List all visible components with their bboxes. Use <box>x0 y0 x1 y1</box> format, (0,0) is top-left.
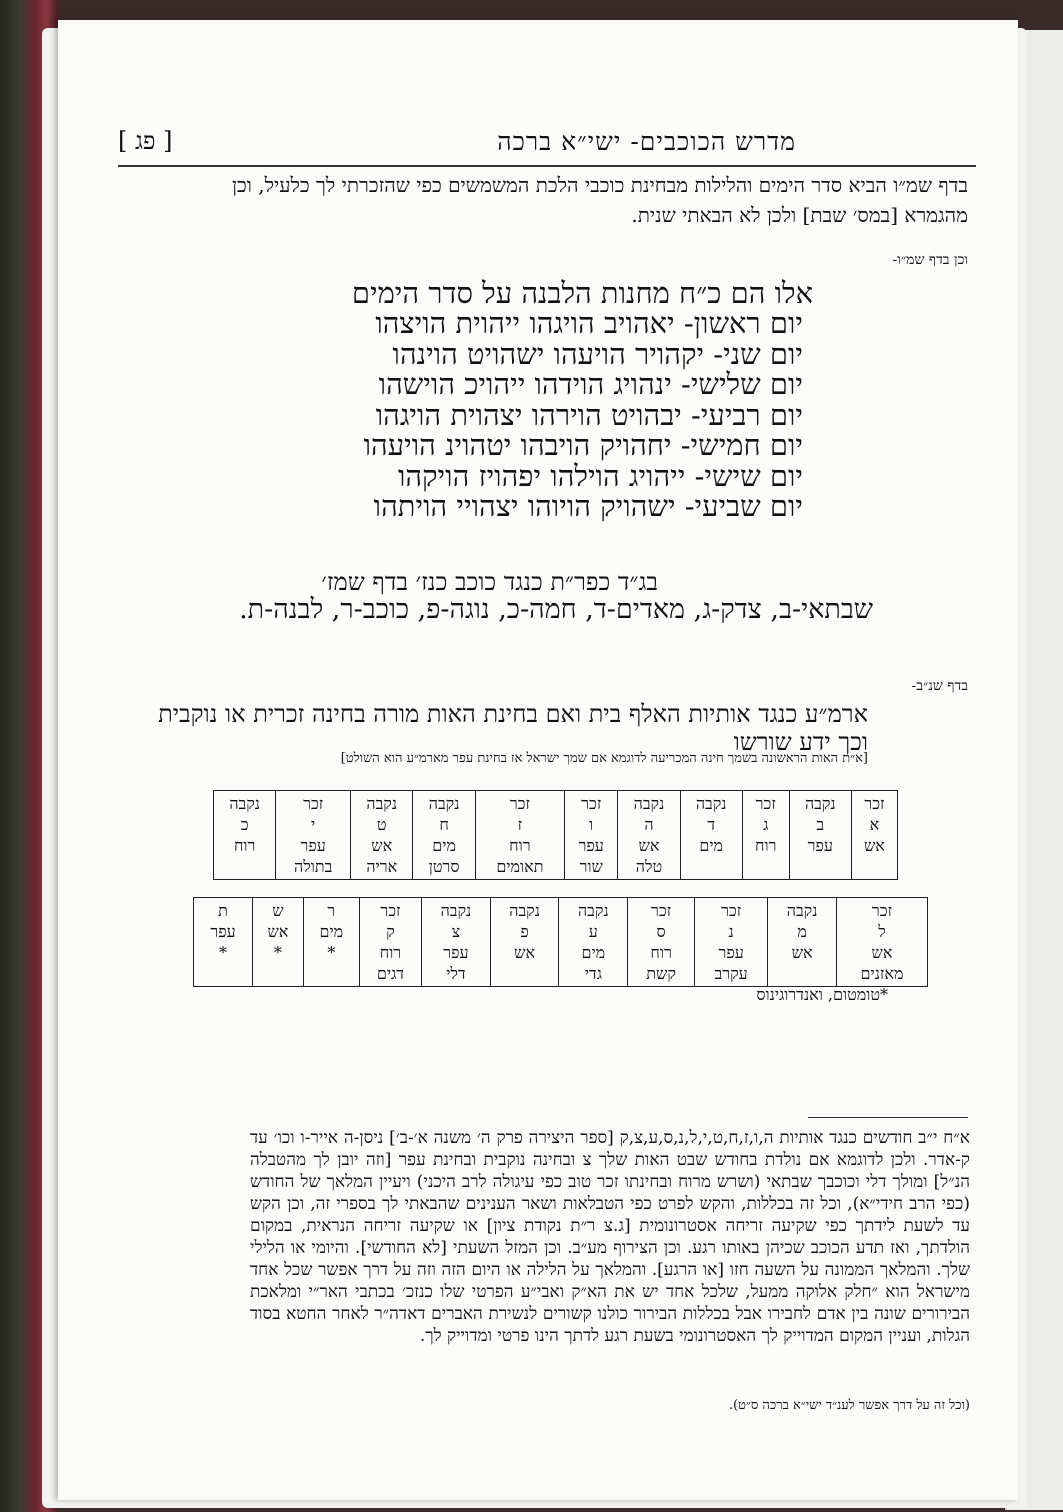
cell-line: ב <box>816 815 825 834</box>
cell-line: דלי <box>446 964 466 983</box>
cell-line: נקבה <box>509 901 540 920</box>
table-cell <box>789 791 851 880</box>
cell-line: נ <box>728 922 734 941</box>
cell-line: סרטן <box>428 857 460 876</box>
cell-line: טלה <box>635 857 663 876</box>
cell-line: * <box>218 943 227 962</box>
cell-line: גדי <box>584 964 602 983</box>
cell-line: אש <box>863 836 885 855</box>
cell-line: מים <box>319 922 344 941</box>
cell-line: מים <box>432 836 456 855</box>
cell-line: מים <box>581 943 606 962</box>
footnote-text: א״ח י״ב חודשים כנגד אותיות ה,ו,ז,ח,ט,י,ל,נ,ס,ע,צ,ק [ספר היצירה פרק ה׳ משנה א׳-ב׳] ניסן-ה אייר-ו וכו׳ עד ק-אדר. ולכן לדוגמא אם נולדת בחודש שבט האות שלך צ ובחינה נוקבית ובחינת עפר [וזה יובן לך מהטבלה הנ״ל] ומולך דלי וכוכבך שבתאי (ושרש מרוח ובחינתו זכר טוב כפי עיגולה לרב היכני) ויעיין המלאך של החודש (כפי הרב חידי״א), וכל זה בכללות, והקש לפרט כפי הטבלאות ושאר הענינים שהבאתי לך בספרי זה, וכן הקש עד לשעת לידתך כפי שקיעה זריחה אסטרונומית [ג.צ ר״ת נקודת ציון] או שקיעה זריחה הנראית, במקום הולדתך, ואז תדע הכוכב שכיהן באותו רגע. וכן הצירוף מע״ב. וכן המזל השעתי [לא החודשי]. והיומי או הלילי שלך. והמלאך הממונה על השעה חזו [או הרגע]. והמלאך על הלילה או היום הזה וזה על דרך אפשר שכל אחד מישראל הוא ״חלק אלוקה ממעל, שלכל אחד יש את הא״ק ואבי״ע הפרטי שלו כנזכ׳ בכתבי האר״י ומלאכת הבירורים שונה בין אדם לחבירו אבל בכללות הבירור כולנו קשורים לנשירת האברים דאדה״ר לאחר החטא בסוד הגלות, ועניין המקום המדוייק לך האסטרונומי בשעת רגע לדתך הינו פרטי ומדוייק לך. <box>250 1128 970 1346</box>
table-cell <box>628 898 695 987</box>
cell-line: נקבה <box>804 794 836 813</box>
cell-line: כ <box>240 815 249 834</box>
cell-line: עפר <box>578 836 604 855</box>
day-line: יום שני- יקהויר הויעהו ישהויט הוינהו <box>392 336 803 371</box>
cell-line: ז <box>517 815 523 834</box>
cell-line: זכר <box>509 794 530 813</box>
planets-line: שבתאי-ב, צדק-ג, מאדים-ד, חמה-כ, נוגה-פ, כוכב-ר, לבנה-ת. <box>239 594 873 625</box>
cell-line: נקבה <box>366 794 398 813</box>
table-cell <box>836 898 927 987</box>
letters-table-2 <box>193 897 928 987</box>
table-row <box>214 791 898 880</box>
table-cell <box>422 898 491 987</box>
book-page <box>58 20 1018 1500</box>
table-cell <box>565 791 618 880</box>
day-line: יום שלישי- ינהויג הוידהו ייהויכ הוישהו <box>378 367 803 401</box>
section3-label: בדף שנ״ב- <box>911 678 968 694</box>
running-title: מדרש הכוכבים- ישי״א ברכה <box>497 127 796 156</box>
section1-label: וכן בדף שמ״ו- <box>892 252 968 268</box>
cell-line: אש <box>871 943 893 962</box>
day-line: יום רביעי- יבהויט הוירהו יצהוית הויגהו <box>375 397 803 432</box>
cell-line: רוח <box>233 836 256 855</box>
cell-line: * <box>327 943 336 962</box>
letters-note: [א״ת האות הראשונה בשמך חינה המכריעה לדוגמא אם שמך ישראל אז בחינת עפר מארמ״ע הוא השולט] <box>340 751 868 766</box>
cell-line: נקבה <box>695 794 727 813</box>
cell-line: זכר <box>755 794 776 813</box>
mansions-title: אלו הם כ״ח מחנות הלבנה על סדר הימים <box>351 276 813 310</box>
cell-line: רוח <box>379 943 402 962</box>
cell-line: רוח <box>650 943 672 962</box>
cell-line: ע <box>588 922 598 941</box>
page-header <box>118 125 976 167</box>
cell-line: עפר <box>210 922 236 941</box>
cell-line: אש <box>791 943 813 962</box>
planets-title: בג״ד כפר״ת כנגד כוכב כנז׳ בדף שמז׳ <box>321 568 658 596</box>
cell-line: עפר <box>443 943 469 962</box>
cell-line: ש <box>272 901 284 920</box>
cell-line: עקרב <box>714 964 748 983</box>
cell-line: עפר <box>718 943 744 962</box>
cell-line: נקבה <box>633 794 665 813</box>
cell-line: זכר <box>581 794 602 813</box>
cell-line: עפר <box>807 836 833 855</box>
cell-line: ט <box>376 815 387 834</box>
cell-line: א <box>869 815 880 834</box>
cell-line: אש <box>371 836 393 855</box>
table-cell <box>768 898 837 987</box>
table-cell <box>680 791 742 880</box>
letters-table-1 <box>213 790 898 880</box>
letters-paragraph: ארמ״ע כנגד אותיות האלף בית ואם בחינת האות מורה בחינה זכרית או נוקבית וכך ידע שורשו <box>158 700 868 756</box>
cell-line: ה <box>644 815 654 834</box>
cell-line: י <box>311 815 316 834</box>
table-cell <box>303 898 359 987</box>
cell-line: נקבה <box>577 901 609 920</box>
cell-line: ר <box>327 901 336 920</box>
cell-line: זכר <box>380 901 401 920</box>
cell-line: * <box>273 943 282 962</box>
page-number: [ פג ] <box>118 127 173 155</box>
cell-line: דגים <box>376 964 404 983</box>
day-line: יום ראשון- יאהויב הויגהו ייהוית הויצהו <box>375 306 803 340</box>
cell-line: נקבה <box>428 794 460 813</box>
day-line: יום שישי- ייהויג הוילהו יפהויז הויקהו <box>397 458 803 493</box>
days-list <box>364 308 803 522</box>
cell-line: עפר <box>300 836 326 855</box>
cell-line: שור <box>579 857 603 876</box>
cell-line: רוח <box>755 836 777 855</box>
table-cell <box>695 898 768 987</box>
cell-line: נקבה <box>786 901 818 920</box>
table-cell <box>351 791 413 880</box>
table-cell <box>851 791 897 880</box>
table-cell <box>214 791 276 880</box>
table-cell <box>413 791 475 880</box>
cell-line: מ <box>797 922 807 941</box>
cell-line: נקבה <box>440 901 472 920</box>
table-row <box>194 898 928 987</box>
table-footnote: *טומטום, ואנדרוגינוס <box>756 985 888 1004</box>
cell-line: מים <box>699 836 724 855</box>
day-line: יום חמישי- יחהויק הויבהו יטהוינ הויעהו <box>363 428 803 462</box>
table-cell <box>559 898 628 987</box>
cell-line: אש <box>638 836 660 855</box>
table-cell <box>359 898 421 987</box>
cell-line: פ <box>520 922 529 941</box>
cell-line: זכר <box>871 901 893 920</box>
cell-line: ק <box>386 922 395 941</box>
cell-line: צ <box>451 922 461 941</box>
cell-line: נקבה <box>229 794 260 813</box>
table-cell <box>252 898 303 987</box>
cell-line: זכר <box>303 794 324 813</box>
day-line: יום שביעי- ישהויק הויוהו יצהויי הויתהו <box>373 489 803 523</box>
cell-line: ג <box>763 815 769 834</box>
cell-line: אש <box>514 943 536 962</box>
cell-line: ד <box>707 815 716 834</box>
cell-line: אש <box>267 922 289 941</box>
cell-line: תאומים <box>496 857 544 876</box>
table-cell <box>475 791 564 880</box>
cell-line: זכר <box>651 901 672 920</box>
table-cell <box>276 791 351 880</box>
cell-line: מאזנים <box>860 964 904 983</box>
cell-line: זכר <box>721 901 742 920</box>
cell-line: זכר <box>864 794 885 813</box>
table-cell <box>194 898 253 987</box>
cell-line: ו <box>589 815 594 834</box>
cell-line: רוח <box>509 836 531 855</box>
table-cell <box>618 791 680 880</box>
intro-paragraph: בדף שמ״ו הביא סדר הימים והלילות מבחינת כוכבי הלכת המשמשים כפי שהזכרתי לך כלעיל, וכן מהגמרא [במס׳ שבת] ולכן לא הבאתי שנית. <box>231 173 968 227</box>
cell-line: ל <box>878 922 886 941</box>
cell-line: ת <box>218 901 228 920</box>
cell-line: קשת <box>646 964 676 983</box>
footnote-end: (וכל זה על דרך אפשר לענ״ד ישי״א ברכה ס״ט). <box>728 1398 970 1413</box>
cell-line: ח <box>439 815 449 834</box>
footnote-rule <box>808 1117 968 1118</box>
table-cell <box>490 898 559 987</box>
cell-line: ס <box>656 922 666 941</box>
table-cell <box>742 791 789 880</box>
cell-line: בתולה <box>294 857 333 876</box>
cell-line: אריה <box>366 857 398 876</box>
